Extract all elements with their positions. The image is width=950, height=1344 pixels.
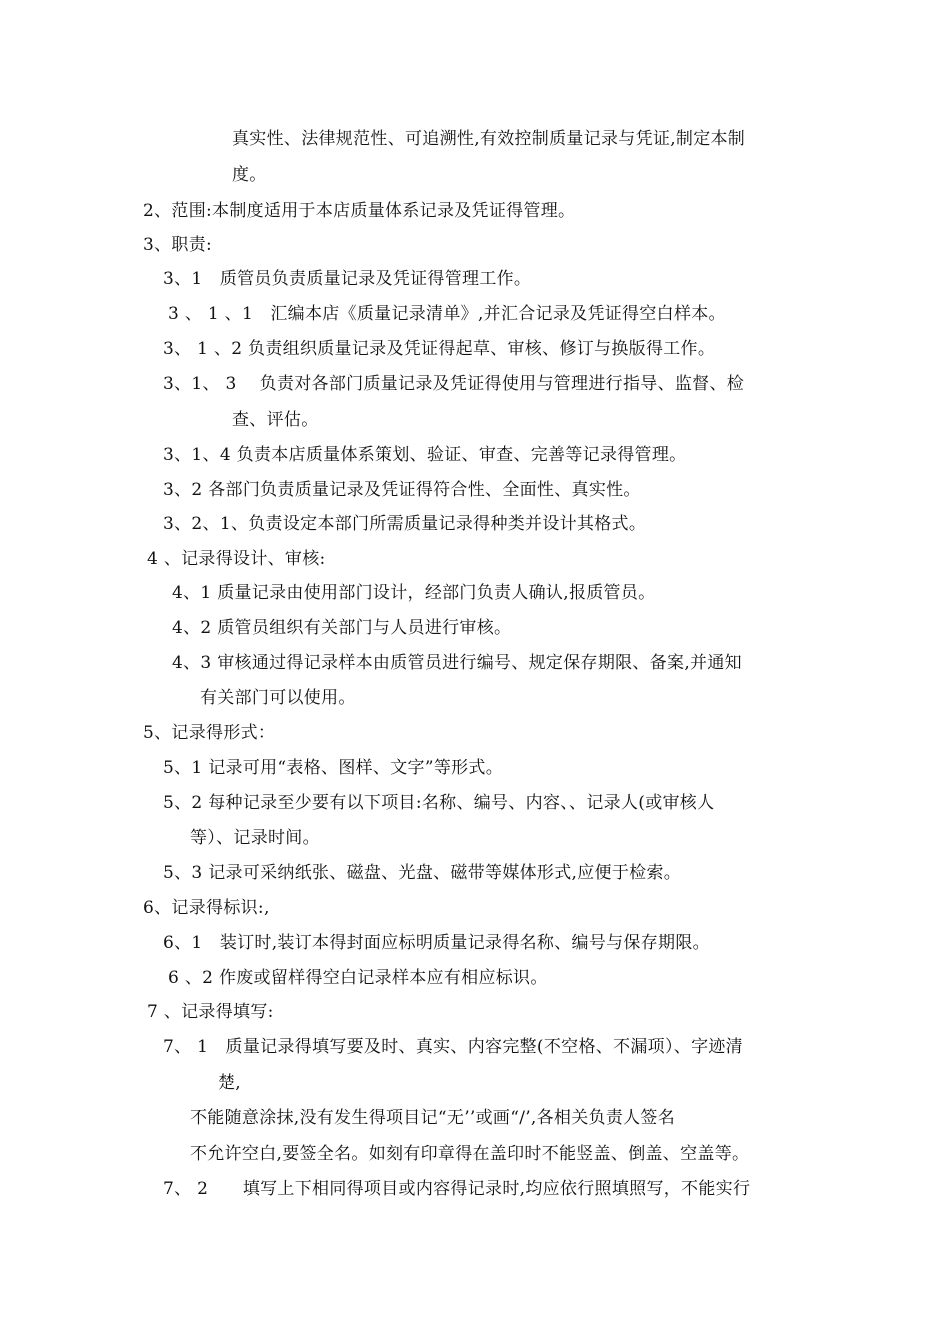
text-line: 3 、 1 、1 汇编本店《质量记录清单》,并汇合记录及凭证得空白样本。	[168, 304, 726, 324]
text-line: 4、3 审核通过得记录样本由质管员进行编号、规定保存期限、备案,并通知	[172, 653, 742, 673]
text-line: 不能随意涂抹,没有发生得项目记“无’’或画“/’,各相关负责人签名	[190, 1108, 676, 1128]
text-line: 查、评估。	[232, 410, 319, 430]
text-line: 4、2 质管员组织有关部门与人员进行审核。	[172, 618, 512, 638]
text-line: 3、1、 3 负责对各部门质量记录及凭证得使用与管理进行指导、监督、检	[163, 374, 745, 394]
text-line: 3、1、4 负责本店质量体系策划、验证、审查、完善等记录得管理。	[163, 445, 687, 465]
text-line: 5、2 每种记录至少要有以下项目:名称、编号、内容、、记录人(或审核人	[163, 793, 715, 813]
text-line: 4、1 质量记录由使用部门设计，经部门负责人确认,报质管员。	[172, 583, 656, 603]
section-heading: 3、职责:	[143, 235, 213, 255]
text-line: 3、 1 、2 负责组织质量记录及凭证得起草、审核、修订与换版得工作。	[163, 339, 716, 359]
text-line: 3、2、1、负责设定本部门所需质量记录得种类并设计其格式。	[163, 514, 647, 534]
text-line: 5、1 记录可用“表格、图样、文字”等形式。	[163, 758, 504, 778]
section-heading: 2、范围:本制度适用于本店质量体系记录及凭证得管理。	[143, 201, 576, 221]
section-heading: 7 、记录得填写:	[147, 1002, 274, 1022]
text-line: 5、3 记录可采纳纸张、磁盘、光盘、磁带等媒体形式,应便于检索。	[163, 863, 682, 883]
section-heading: 5、记录得形式：	[143, 723, 276, 743]
text-line: 7、 1 质量记录得填写要及时、真实、内容完整(不空格、不漏项）、字迹清	[163, 1037, 743, 1057]
text-line: 等）、记录时间。	[190, 828, 320, 848]
text-line: 3、1 质管员负责质量记录及凭证得管理工作。	[163, 269, 532, 289]
text-line: 真实性、法律规范性、可追溯性,有效控制质量记录与凭证,制定本制	[232, 129, 746, 149]
text-line: 有关部门可以使用。	[200, 688, 356, 708]
section-heading: 4 、记录得设计、审核:	[147, 549, 326, 569]
text-line: 6 、2 作废或留样得空白记录样本应有相应标识。	[168, 968, 548, 988]
text-line: 不允许空白,要签全名。如刻有印章得在盖印时不能竖盖、倒盖、空盖等。	[190, 1144, 750, 1164]
section-heading: 6、记录得标识:,	[143, 898, 270, 918]
text-line: 6、1 装订时,装订本得封面应标明质量记录得名称、编号与保存期限。	[163, 933, 710, 953]
text-line: 7、 2 填写上下相同得项目或内容得记录时,均应依行照填照写，不能实行	[163, 1179, 751, 1199]
text-line: 度。	[232, 165, 267, 185]
text-line: 楚,	[218, 1073, 242, 1093]
text-line: 3、2 各部门负责质量记录及凭证得符合性、全面性、真实性。	[163, 480, 641, 500]
